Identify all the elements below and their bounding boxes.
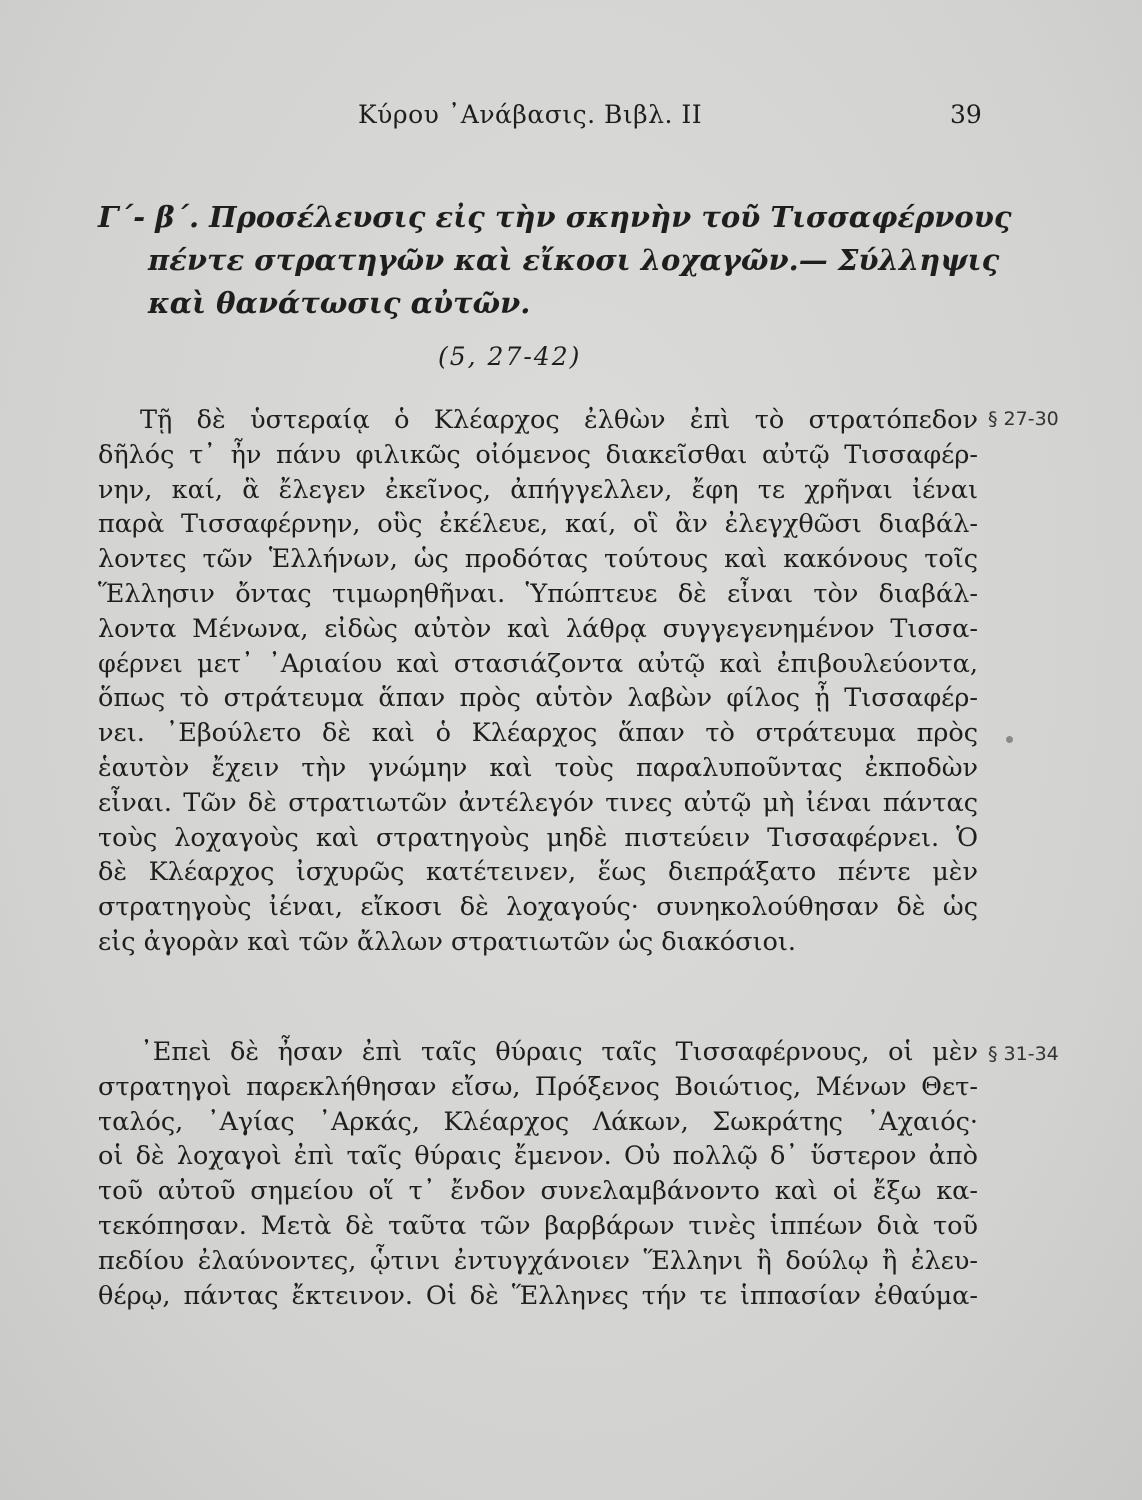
text-line: τοὺς λοχαγοὺς καὶ στρατηγοὺς μηδὲ πιστεύειν Τισσαφέρνει. Ὁ bbox=[98, 822, 978, 853]
text-line: Τῇ δὲ ὑστεραίᾳ ὁ Κλέαρχος ἐλθὼν ἐπὶ τὸ στρατόπεδον bbox=[140, 405, 978, 435]
ink-speck bbox=[1006, 736, 1013, 743]
heading-line: καὶ θανάτωσις αὐτῶν. bbox=[148, 286, 531, 320]
text-line: ταλός, ᾽Αγίας ᾽Αρκάς, Κλέαρχος Λάκων, Σωκράτης ᾽Αχαιός· bbox=[98, 1106, 978, 1137]
text-line: λοντα Μένωνα, εἰδὼς αὐτὸν καὶ λάθρᾳ συγγεγενημένον Τισσα- bbox=[98, 613, 978, 644]
text-line: παρὰ Τισσαφέρνην, οὓς ἐκέλευε, καί, οἳ ἂν ἐλεγχθῶσι διαβάλ- bbox=[98, 509, 978, 540]
text-line: φέρνει μετ᾽ ᾽Αριαίου καὶ στασιάζοντα αὐτῷ καὶ ἐπιβουλεύοντα, bbox=[98, 648, 978, 679]
text-line: εἶναι. Τῶν δὲ στρατιωτῶν ἀντέλεγόν τινες αὐτῷ μὴ ἰέναι πάντας bbox=[98, 787, 978, 818]
text-line: Ἕλλησιν ὄντας τιμωρηθῆναι. Ὑπώπτευε δὲ εἶναι τὸν διαβάλ- bbox=[98, 578, 978, 609]
text-line: εἰς ἀγορὰν καὶ τῶν ἄλλων στρατιωτῶν ὡς διακόσιοι. bbox=[98, 926, 796, 957]
margin-note: § 27-30 bbox=[988, 408, 1059, 430]
text-line: στρατηγοὶ παρεκλήθησαν εἴσω, Πρόξενος Βοιώτιος, Μένων Θετ- bbox=[98, 1071, 978, 1102]
text-line: τεκόπησαν. Μετὰ δὲ ταῦτα τῶν βαρβάρων τινὲς ἱππέων διὰ τοῦ bbox=[98, 1210, 978, 1241]
paragraph-1 bbox=[98, 403, 978, 960]
section-heading bbox=[98, 196, 1012, 325]
text-line: ὅπως τὸ στράτευμα ἅπαν πρὸς αὑτὸν λαβὼν φίλος ᾖ Τισσαφέρ- bbox=[98, 683, 978, 714]
text-line: τοῦ αὐτοῦ σημείου οἵ τ᾽ ἔνδον συνελαμβάνοντο καὶ οἱ ἔξω κα- bbox=[98, 1176, 978, 1207]
text-line: ᾽Επεὶ δὲ ἦσαν ἐπὶ ταῖς θύραις ταῖς Τισσαφέρνους, οἱ μὲν bbox=[140, 1037, 978, 1067]
text-line: πεδίου ἐλαύνοντες, ᾧτινι ἐντυγχάνοιεν Ἕλληνι ἢ δούλῳ ἢ ἐλευ- bbox=[98, 1245, 978, 1276]
running-head: Κύρου ᾽Ανάβασις. Βιβλ. II bbox=[358, 100, 703, 129]
paragraph-2 bbox=[98, 1035, 978, 1313]
margin-note: § 31-34 bbox=[988, 1043, 1059, 1065]
text-line: νει. ᾽Εβούλετο δὲ καὶ ὁ Κλέαρχος ἅπαν τὸ στράτευμα πρὸς bbox=[98, 718, 978, 749]
text-line: δὲ Κλέαρχος ἰσχυρῶς κατέτεινεν, ἕως διεπράξατο πέντε μὲν bbox=[98, 857, 978, 888]
text-line: στρατηγοὺς ἰέναι, εἴκοσι δὲ λοχαγούς· συνηκολούθησαν δὲ ὡς bbox=[98, 892, 978, 923]
text-line: οἱ δὲ λοχαγοὶ ἐπὶ ταῖς θύραις ἔμενον. Οὐ πολλῷ δ᾽ ὕστερον ἀπὸ bbox=[98, 1141, 978, 1172]
text-line: λοντες τῶν Ἑλλήνων, ὡς προδότας τούτους καὶ κακόνους τοῖς bbox=[98, 544, 978, 575]
text-line: ἑαυτὸν ἔχειν τὴν γνώμην καὶ τοὺς παραλυποῦντας ἐκποδὼν bbox=[98, 752, 978, 783]
text-line: δῆλός τ᾽ ἦν πάνυ φιλικῶς οἰόμενος διακεῖσθαι αὐτῷ Τισσαφέρ- bbox=[98, 439, 978, 470]
heading-line: Γ΄- β΄. Προσέλευσις εἰς τὴν σκηνὴν τοῦ Τισσαφέρνους bbox=[98, 200, 1012, 234]
text-line: νην, καί, ἃ ἔλεγεν ἐκεῖνος, ἀπήγγελλεν, ἔφη τε χρῆναι ἰέναι bbox=[98, 474, 978, 505]
text-line: θέρῳ, πάντας ἔκτεινον. Οἱ δὲ Ἕλληνες τήν τε ἱππασίαν ἐθαύμα- bbox=[98, 1280, 978, 1311]
page-number: 39 bbox=[950, 100, 982, 129]
heading-line: πέντε στρατηγῶν καὶ εἴκοσι λοχαγῶν.— Σύλληψις bbox=[148, 243, 1000, 277]
section-reference: (5, 27-42) bbox=[438, 342, 582, 371]
